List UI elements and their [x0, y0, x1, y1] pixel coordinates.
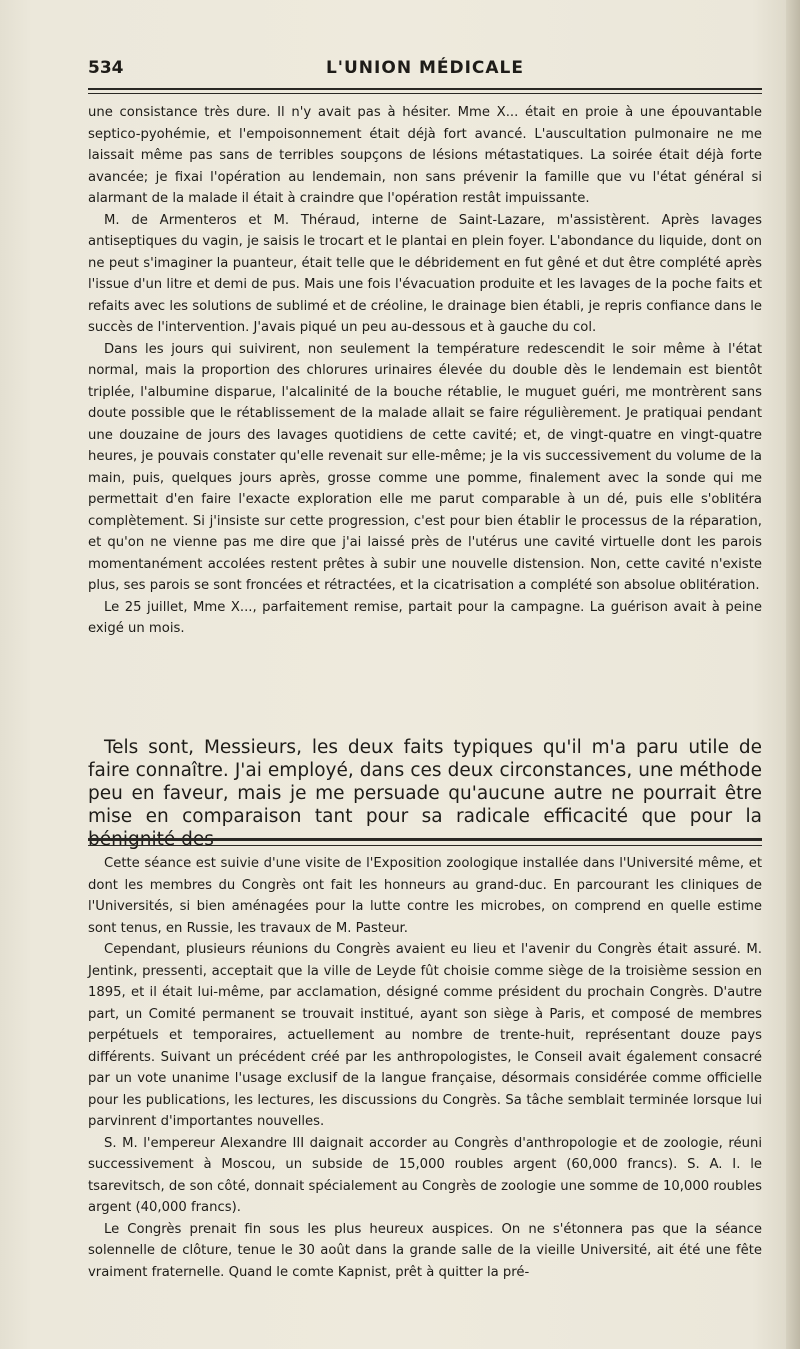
page-header	[88, 56, 762, 82]
section-divider	[88, 838, 762, 846]
article-paragraph-3: Dans les jours qui suivirent, non seulement la température redescendit le soir même à l'état normal, mais la proportion des chlorures urinaires élevée du double dès le lendemain est bientôt triplée, l'albumine disparue, l'alcalinité de la bouche rétablie, le muguet guéri, me montrèrent sans doute possible que le rétablissement de la malade allait se faire régulièrement. Je pratiquai pendant une douzaine de jours des lavages quotidiens de cette cavité; et, de vingt-quatre en vingt-quatre heures, je pouvais constater qu'elle revenait sur elle-même; je la vis successivement du volume de la main, puis, quelques jours après, grosse comme une pomme, finalement avec la sonde qui me permettait d'en faire l'exacte exploration elle me parut comparable à un dé, puis elle s'oblitéra complètement. Si j'insiste sur cette progression, c'est pour bien établir le processus de la réparation, et qu'on ne vienne pas me dire que j'ai laissé près de l'utérus une cavité virtuelle dont les parois momentanément accolées restent prêtes à subir une nouvelle distension. Non, cette cavité n'existe plus, ses parois se sont froncées et rétractées, et la cicatrisation a complété son absolue oblitération.	[88, 341, 762, 593]
report-paragraph-1: Cette séance est suivie d'une visite de l'Exposition zoologique installée dans l'Université même, et dont les membres du Congrès ont fait les honneurs au grand-duc. En parcourant les cliniques de l'Universités, si bien aménagées pour la lutte contre les microbes, on comprend en quelle estime sont tenus, en Russie, les travaux de M. Pasteur.	[88, 856, 762, 936]
report-paragraph-3: S. M. l'empereur Alexandre III daignait accorder au Congrès d'anthropologie et de zoologie, réuni successivement à Moscou, un subside de 15,000 roubles argent (60,000 francs). S. A. I. le tsarevitsch, de son côté, donnait spécialement au Congrès de zoologie une somme de 10,000 roubles argent (40,000 francs).	[88, 1135, 762, 1215]
report-paragraph-2: Cependant, plusieurs réunions du Congrès avaient eu lieu et l'avenir du Congrès était assuré. M. Jentink, pressenti, acceptait que la ville de Leyde fût choisie comme siège de la troisième session en 1895, et il était lui-même, par acclamation, désigné comme président du prochain Congrès. D'autre part, un Comité permanent se trouvait institué, ayant son siège à Paris, et composé de membres perpétuels et temporaires, actuellement au nombre de trente-huit, représentant douze pays différents. Suivant un précédent créé par les anthropologistes, le Conseil avait également consacré par un vote unanime l'usage exclusif de la langue française, désormais considérée comme officielle pour les publications, les lectures, les discussions du Congrès. Sa tâche semblait terminée lorsque lui parvinrent d'importantes nouvelles.	[88, 942, 762, 1129]
congress-report	[88, 853, 762, 1283]
conclusion-paragraph: Tels sont, Messieurs, les deux faits typiques qu'il m'a paru utile de faire connaître. J'ai employé, dans ces deux circonstances, une méthode peu en faveur, mais je me persuade qu'aucune autre ne pourrait être mise en comparaison tant pour sa radicale efficacité que pour la bénignité des	[88, 737, 762, 850]
article-paragraph-1: une consistance très dure. Il n'y avait pas à hésiter. Mme X... était en proie à une épouvantable septico-pyohémie, et l'empoisonnement était déjà fort avancé. L'auscultation pulmonaire ne me laissait même pas sans de terribles soupçons de lésions métastatiques. La soirée était déjà forte avancée; je fixai l'opération au lendemain, non sans prévenir la famille que vu l'état général si alarmant de la malade il était à craindre que l'opération restât impuissante.	[88, 105, 762, 206]
running-title: L'UNION MÉDICALE	[325, 58, 525, 78]
article-paragraph-4: Le 25 juillet, Mme X..., parfaitement remise, partait pour la campagne. La guérison avait à peine exigé un mois.	[88, 599, 762, 636]
report-paragraph-4: Le Congrès prenait fin sous les plus heureux auspices. On ne s'étonnera pas que la séance solennelle de clôture, tenue le 30 août dans la grande salle de la vieille Université, ait été une fête vraiment fraternelle. Quand le comte Kapnist, prêt à quitter la pré-	[88, 1221, 762, 1280]
article-body	[88, 102, 762, 640]
header-rule	[88, 88, 762, 94]
article-paragraph-2: M. de Armenteros et M. Théraud, interne de Saint-Lazare, m'assistèrent. Après lavages antiseptiques du vagin, je saisis le trocart et le plantai en plein foyer. L'abondance du liquide, dont on ne peut s'imaginer la puanteur, était telle que le débridement en fut gêné et dut être complété après l'issue d'un litre et demi de pus. Mais une fois l'évacuation produite et les lavages de la poche faits et refaits avec les solutions de sublimé et de créoline, le drainage bien établi, je repris confiance dans le succès de l'intervention. J'avais piqué un peu au-dessous et à gauche du col.	[88, 212, 762, 335]
page-number: 534	[88, 58, 124, 78]
page-edge	[786, 0, 800, 1349]
article-conclusion	[88, 736, 762, 851]
